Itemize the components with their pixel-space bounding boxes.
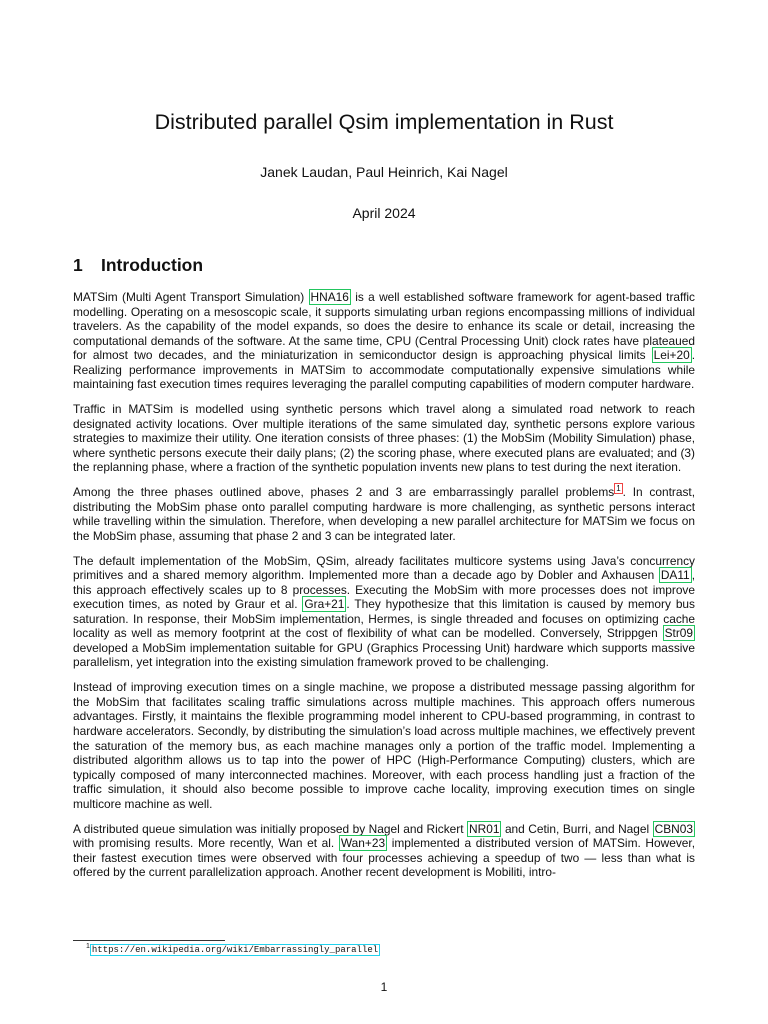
text-run: . Realizing performance improvements in MATSim to accommodate computationally expensive simulations while maintaining fast execution times requires leveraging the parallel computing capabilities of modern computer hardware. [73, 348, 695, 392]
paragraph-3 [73, 485, 695, 543]
paragraph-5 [73, 680, 695, 811]
citation-link[interactable]: NR01 [469, 821, 500, 836]
footnote-ref-link[interactable]: 1 [616, 484, 621, 494]
section-number: 1 [73, 255, 83, 275]
section-title: Introduction [101, 255, 204, 275]
text-run: . In contrast, distributing the MobSim phase onto parallel computing hardware is more challenging, as synthetic persons interact while travelling within the simulation. Therefore, when developing a new parallel architecture for MATSim we focus on the MobSim phase, assuming that phase 2 and 3 can be integrated later. [73, 485, 695, 543]
footnote-mark: 1 [86, 943, 90, 950]
publication-date: April 2024 [352, 205, 416, 221]
citation-link[interactable]: DA11 [660, 568, 690, 583]
paragraph-1 [73, 290, 695, 392]
text-run: implemented a distributed version of MATSim. However, their fastest execution times were observed with four processes achieving a speedup of two — less than what is offered by the current parallelization approach. Another recent development is Mobiliti, intro- [73, 836, 695, 880]
citation-link[interactable]: Gra+21 [304, 597, 345, 612]
section-heading [73, 255, 203, 276]
paragraph-4 [73, 554, 695, 670]
body-text [73, 290, 695, 890]
text-run: Instead of improving execution times on a single machine, we propose a distributed message passing algorithm for the MobSim that facilitates scaling traffic simulations across multiple machines. This approach offers numerous advantages. Firstly, it maintains the flexible programming model inherent to CPU-based programming, in contrast to hardware accelerators. Secondly, by distributing the simulation’s load across multiple machines, we effectively prevent the saturation of the memory bus, as each machine manages only a portion of the traffic model. Implementing a distributed algorithm allows us to tap into the power of HPC (High-Performance Computing) clusters, which are typically composed of many interconnected machines. Moreover, with each process handling just a fraction of the traffic simulation, it should also become possible to improve cache locality, improving execution times on single multicore machine as well. [73, 680, 695, 811]
text-run: with promising results. More recently, Wan et al. [73, 836, 339, 851]
page-number: 1 [380, 980, 388, 994]
citation-link[interactable]: Lei+20 [653, 348, 690, 363]
text-run: MATSim (Multi Agent Transport Simulation) [73, 290, 309, 304]
text-run: , this approach effectively scales up to 8 processes. Executing the MobSim with more processes does not improve execution times, as noted by Graur et al. [73, 568, 695, 612]
text-run: The default implementation of the MobSim, QSim, already facilitates multicore systems using Java’s concurrency primitives and a shared memory algorithm. Implemented more than a decade ago by Dobler and Axhausen [73, 553, 695, 583]
text-run: A distributed queue simulation was initially proposed by Nagel and Rickert [73, 821, 468, 836]
citation-link[interactable]: CBN03 [654, 821, 693, 836]
text-run: Traffic in MATSim is modelled using synthetic persons which travel along a simulated road network to reach designated activity locations. Over multiple iterations of the same simulated day, synthetic persons explore various strategies to maximize their utility. One iteration consists of three phases: (1) the MobSim (Mobility Simulation) phase, where synthetic persons execute their daily plans; (2) the scoring phase, where executed plans are evaluated; and (3) the replanning phase, where a fraction of the synthetic population invents new plans to test during the next iteration. [73, 402, 695, 475]
text-run: . They hypothesize that this limitation is caused by memory bus saturation. In response, their MobSim implementation, Hermes, is single threaded and focuses on optimizing cache locality as well as memory footprint at the cost of flexibility of what can be modelled. Conversely, Strippgen [73, 597, 695, 641]
text-run: and Cetin, Burri, and Nagel [501, 821, 653, 836]
citation-link[interactable]: Wan+23 [340, 836, 386, 851]
paper-title: Distributed parallel Qsim implementation in Rust [154, 110, 614, 134]
footnote-url-link[interactable]: https://en.wikipedia.org/wiki/Embarrassingly_parallel [91, 945, 379, 955]
author-list: Janek Laudan, Paul Heinrich, Kai Nagel [260, 164, 508, 180]
citation-link[interactable]: Str09 [664, 626, 693, 641]
citation-link[interactable]: HNA16 [310, 290, 349, 304]
text-run: Among the three phases outlined above, phases 2 and 3 are embarrassingly parallel problems [73, 485, 615, 500]
text-run: is a well established software framework for agent-based traffic modelling. Operating on a mesoscopic scale, it supports simulating urban regions encompassing millions of individual travelers. As the capability of the model expands, so does the desire to enhance its scale or detail, increasing the computational demands of the software. At the same time, CPU (Central Processing Unit) clock rates have plateaued for almost two decades, and the miniaturization in semiconductor design is approaching physical limits [73, 290, 695, 363]
footnote [86, 943, 380, 955]
paragraph-2 [73, 402, 695, 475]
footnote-divider [73, 940, 225, 941]
paragraph-6 [73, 822, 695, 880]
text-run: developed a MobSim implementation suitable for GPU (Graphics Processing Unit) hardware which supports massive parallelism, yet integration into the existing simulation framework proved to be challenging. [73, 640, 695, 670]
